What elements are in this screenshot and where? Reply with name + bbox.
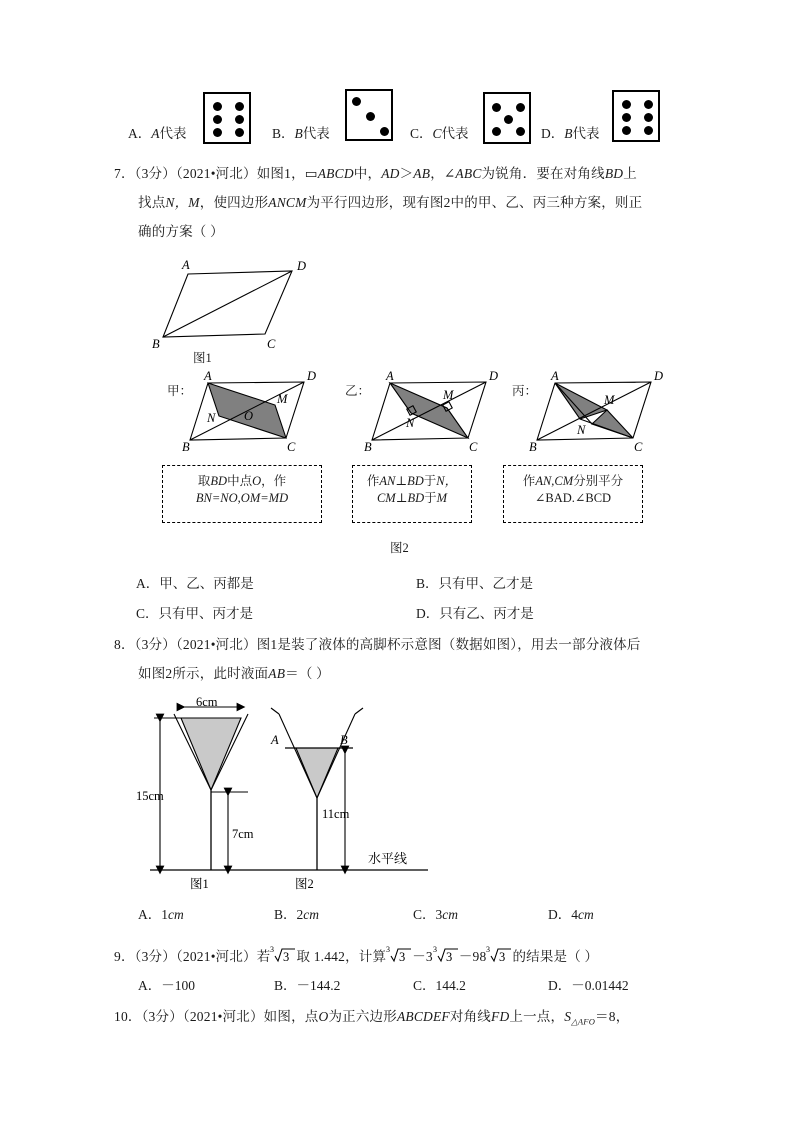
vertex-label-a: A (204, 369, 212, 383)
pip (622, 100, 631, 109)
vertex-label-d: D (297, 259, 307, 273)
pip (622, 113, 631, 122)
vertex-label-b: B (364, 440, 372, 454)
dice-option-d-prefix: D． (541, 126, 565, 141)
vertex-label-c: C (267, 337, 276, 351)
q8-answer-b[interactable]: B．2cm (274, 907, 320, 922)
q8-wineglass-figure (136, 695, 440, 891)
vertex-label-b: B (529, 440, 537, 454)
svg-text:3: 3 (432, 945, 438, 954)
pip (235, 102, 244, 111)
dim-total-height: 15cm (136, 789, 164, 803)
dim-top-width: 6cm (196, 695, 218, 709)
q7-line-3: 确的方案（ ） (138, 224, 224, 239)
vertex-label-a: A (182, 258, 190, 272)
scheme-jia-caption-line1: 取BD中点O，作 (197, 474, 287, 488)
svg-text:3: 3 (283, 950, 290, 964)
scheme-jia-caption-line2: BN=NO,OM=MD (195, 491, 289, 505)
dice-option-a-label (128, 122, 187, 142)
dice-option-d-suffix: 代表 (572, 126, 600, 141)
dice-option-d-letter: B (564, 126, 573, 141)
dice-face-c[interactable] (483, 92, 531, 144)
dice-face-b[interactable] (345, 89, 393, 141)
pip (644, 113, 653, 122)
q8-line-1: 8．（3分）（2021•河北）图1是装了液体的高脚杯示意图（数据如图），用去一部分液体后 (114, 637, 641, 652)
q7-fig2-caption: 图2 (390, 541, 409, 555)
svg-text:3: 3 (386, 945, 391, 954)
q7-line-2: 找点N，M，使四边形ANCM为平行四边形，现有图2中的甲、乙、丙三种方案，则正 (138, 195, 643, 210)
vertex-label-b: B (152, 337, 160, 351)
horizon-label: 水平线 (368, 851, 408, 866)
dice-option-a-letter: A (151, 126, 160, 141)
q7-fig1-caption: 图1 (193, 351, 212, 365)
pip (504, 115, 513, 124)
vertex-label-m: M (277, 392, 288, 406)
pip (352, 97, 361, 106)
pip (644, 126, 653, 135)
pip (235, 128, 244, 137)
dice-option-b-label (272, 122, 330, 142)
dice-option-a-suffix: 代表 (159, 126, 187, 141)
scheme-jia-figure (182, 369, 336, 462)
pip (213, 115, 222, 124)
q8-line-2: 如图2所示，此时液面AB＝（ ） (138, 666, 330, 681)
q9-answer-d[interactable]: D．－0.01442 (548, 978, 629, 993)
vertex-label-n: N (207, 411, 216, 425)
dice-option-c-prefix: C． (410, 126, 433, 141)
cbrt-radical-1 (270, 947, 296, 965)
dice-option-c-label (410, 122, 469, 142)
vertex-label-m: M (604, 393, 615, 407)
vertex-label-n: N (577, 423, 586, 437)
pip (213, 102, 222, 111)
q9-answer-b[interactable]: B．－144.2 (274, 978, 341, 993)
pip (492, 127, 501, 136)
scheme-yi-caption-box (352, 465, 472, 523)
svg-text:3: 3 (270, 945, 275, 954)
dice-option-a-prefix: A． (128, 126, 152, 141)
q10-line-1: 10．（3分）（2021•河北）如图，点O为正六边形ABCDEF对角线FD上一点，$S_{\triangle AFO}=8$， (114, 1009, 630, 1027)
scheme-bing-caption-box (503, 465, 643, 523)
pip (366, 112, 375, 121)
q7-answer-a[interactable]: A．甲、乙、丙都是 (136, 576, 254, 591)
q9-answer-c[interactable]: C．144.2 (413, 978, 466, 993)
scheme-bing-figure (529, 369, 683, 462)
pip (380, 127, 389, 136)
point-label-a: A (271, 733, 279, 747)
vertex-label-c: C (469, 440, 478, 454)
q9-answer-a[interactable]: A．－100 (138, 978, 195, 993)
q7-figure-1 (130, 258, 420, 351)
scheme-bing-name: 丙： (512, 384, 538, 398)
point-label-b: B (340, 733, 348, 747)
svg-text:3: 3 (399, 950, 406, 964)
q7-line-1: 7．（3分）（2021•河北）如图1，▭ABCD中，AD＞AB，∠ABC为锐角．要在对角线BD上 (114, 166, 637, 181)
cbrt-radical-2 (386, 947, 412, 965)
svg-text:3: 3 (499, 950, 506, 964)
pip (235, 115, 244, 124)
dice-option-b-prefix: B． (272, 126, 295, 141)
vertex-label-c: C (634, 440, 643, 454)
pip (622, 126, 631, 135)
q8-answer-c[interactable]: C．3cm (413, 907, 459, 922)
q8-answer-a[interactable]: A．1cm (138, 907, 184, 922)
pip (213, 128, 222, 137)
vertex-label-d: D (489, 369, 499, 383)
vertex-label-d: D (654, 369, 664, 383)
scheme-jia-caption-box (162, 465, 322, 523)
q9-line-1: 9．（3分）（2021•河北）若 3 3 取 1.442，计算 3 3 －3 3 3 －98 3 3 的结果是（ ） (114, 945, 599, 964)
cbrt-radical-4 (486, 947, 512, 965)
scheme-jia-name: 甲： (167, 384, 193, 398)
vertex-label-o: O (244, 409, 254, 423)
pip (516, 103, 525, 112)
scheme-yi-figure (364, 369, 518, 462)
dim-fig2-height: 11cm (322, 807, 350, 821)
pip (492, 103, 501, 112)
scheme-yi-caption-line2: CM⊥BD于M (376, 491, 448, 505)
dice-option-c-letter: C (432, 126, 442, 141)
vertex-label-b: B (182, 440, 190, 454)
vertex-label-n: N (406, 416, 415, 430)
cbrt-radical-3 (433, 947, 459, 965)
pip (516, 127, 525, 136)
q8-fig2-caption: 图2 (295, 877, 314, 891)
scheme-yi-name: 乙： (345, 384, 371, 398)
q8-fig1-caption: 图1 (190, 877, 209, 891)
pip (644, 100, 653, 109)
scheme-bing-caption-line2: ∠BAD.∠BCD (534, 491, 612, 505)
dice-option-b-suffix: 代表 (302, 126, 330, 141)
q7-answer-c[interactable]: C．只有甲、丙才是 (136, 606, 254, 621)
q8-answer-d[interactable]: D．4cm (548, 907, 594, 922)
scheme-bing-caption-line1: 作AN,CM分别平分 (522, 474, 624, 488)
dice-option-b-letter: B (294, 126, 303, 141)
dim-stem-height: 7cm (232, 827, 254, 841)
svg-text:3: 3 (486, 945, 491, 954)
dice-face-d[interactable] (612, 90, 660, 142)
vertex-label-m: M (443, 388, 454, 402)
vertex-label-a: A (551, 369, 559, 383)
svg-text:3: 3 (445, 950, 453, 964)
scheme-yi-caption-line1: 作AN⊥BD于N， (366, 474, 458, 488)
vertex-label-c: C (287, 440, 296, 454)
dice-option-d-label (541, 122, 600, 142)
dice-option-c-suffix: 代表 (441, 126, 469, 141)
q7-answer-b[interactable]: B．只有甲、乙才是 (416, 576, 534, 591)
vertex-label-d: D (307, 369, 317, 383)
vertex-label-a: A (386, 369, 394, 383)
dice-face-a[interactable] (203, 92, 251, 144)
q7-answer-d[interactable]: D．只有乙、丙才是 (416, 606, 534, 621)
